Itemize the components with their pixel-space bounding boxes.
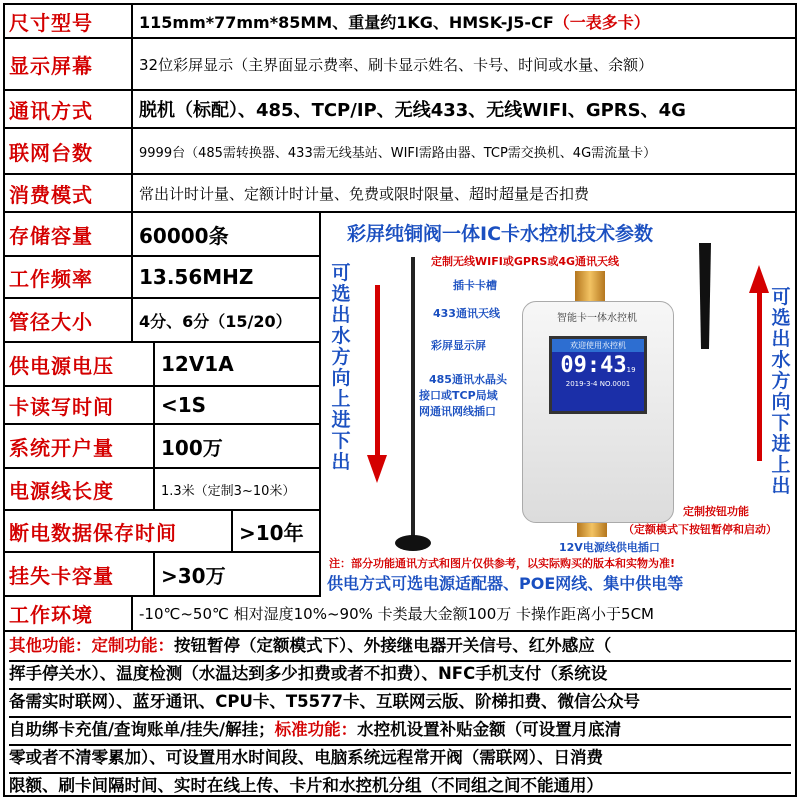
screen-header: 欢迎使用水控机 [552,339,644,352]
callout-antenna [431,253,619,269]
spec-label: 挂失卡容量 [5,553,155,595]
spec-sheet [3,3,797,797]
other-line: 挥手停关水）、温度检测（水温达到多少扣费或者不扣费）、NFC手机支付（系统设 [9,660,791,690]
custom-label: 定制功能： [91,636,174,655]
device-brand: 智能卡一体水控机 [557,313,637,324]
standard-label: 标准功能： [274,720,358,739]
callout-485-a: 485通讯水晶头 [429,373,507,386]
spec-row-voltage [5,343,321,387]
spec-row-read-time [5,387,321,425]
inlet-pipe [575,271,605,301]
spec-label: 系统开户量 [5,425,155,467]
callout-slot: 插卡卡槽 [453,279,497,292]
power-options: 供电方式可选电源适配器、POE网线、集中供电等 [327,574,684,593]
callout-485-b: 接口或TCP局域 [419,389,498,402]
spec-label: 尺寸型号 [5,5,133,37]
spec-row-lost-cards [5,553,321,597]
spec-row-size [5,5,795,39]
spec-value: 常出计时计量、定额计时计量、免费或限时限量、超时超量是否扣费 [139,184,590,203]
spec-value: 100万 [155,425,321,467]
other-line [9,632,791,662]
device-screen [549,336,647,414]
spec-label: 存储容量 [5,213,133,255]
callout-button-b: （定额模式下按钮暂停和启动） [623,523,777,536]
spec-row-mode [5,175,795,213]
screen-date: 2019-3-4 NO.0001 [565,380,631,388]
spec-value: <1S [155,387,321,423]
spec-value: 13.56MHZ [133,257,321,297]
screen-seconds: 19 [626,366,636,374]
spec-label: 供电源电压 [5,343,155,385]
left-flow-text: 可选出水方向上进下出 [331,262,351,473]
spec-row-cable [5,469,321,511]
spec-value: 1.3米（定制3~10米） [155,469,321,509]
callout-433: 433通讯天线 [433,307,500,320]
spec-value: 脱机（标配）、485、TCP/IP、无线433、无线WIFI、GPRS、4G [139,100,686,121]
note: 注：部分功能通讯方式和图片仅供参考，以实际购买的版本和实物为准! [329,557,676,570]
other-text: 水控机设置补贴金额（可设置月底清 [357,720,622,739]
spec-row-frequency [5,257,321,299]
illustration-title: 彩屏纯铜阀一体IC卡水控机技术参数 [347,223,654,245]
spec-value: >30万 [155,553,321,595]
product-illustration [327,215,797,595]
spec-value: 4分、6分（15/20） [133,299,321,341]
spec-label: 通讯方式 [5,91,133,127]
callout-button-a: 定制按钮功能 [683,505,749,518]
callout-485-c: 网通讯网线插口 [419,405,496,418]
spec-value: 12V1A [155,343,321,385]
other-line: 零或者不清零累加）、可设置用水时间段、电脑系统远程常开阀（需联网）、日消费 [9,744,791,774]
antenna-wifi-icon [685,239,725,359]
spec-row-comm [5,91,795,129]
spec-row-retention [5,511,321,553]
spec-value [133,5,795,37]
spec-label: 消费模式 [5,175,133,211]
spec-value: 9999台（485需转换器、433需无线基站、WIFI需路由器、TCP需交换机、4G需流量卡） [139,145,657,161]
screen-time: 09:43 [560,353,627,378]
spec-label: 工作环境 [5,597,133,630]
spec-label: 联网台数 [5,129,133,173]
other-label: 其他功能： [9,636,92,655]
other-functions [5,632,795,795]
spec-row-pipe [5,299,321,343]
spec-label: 断电数据保存时间 [5,511,233,551]
callout-power: 12V电源线供电插口 [559,541,660,554]
other-text: 按钮暂停（定额模式下）、外接继电器开关信号、红外感应（ [174,636,612,655]
spec-label: 管径大小 [5,299,133,341]
spec-value: >10年 [233,511,321,551]
spec-label: 工作频率 [5,257,133,297]
spec-label: 电源线长度 [5,469,155,509]
spec-label: 显示屏幕 [5,39,133,89]
other-line [9,716,791,746]
other-line: 备需实时联网）、蓝牙通讯、CPU卡、T5577卡、互联网云版、阶梯扣费、微信公众号 [9,688,791,718]
spec-value-highlight: （一表多卡） [553,12,650,32]
spec-label: 卡读写时间 [5,387,155,423]
spec-row-storage [5,213,321,257]
spec-row-network [5,129,795,175]
screen-time-row [552,352,644,380]
spec-value: -10℃~50℃ 相对湿度10%~90% 卡类最大金额100万 卡操作距离小于5CM [139,605,654,623]
up-arrow-icon [747,263,771,463]
callout-screen: 彩屏显示屏 [431,339,486,352]
callout-antenna-text: 定制无线WIFI或GPRS或4G通讯天线 [431,255,619,268]
spec-row-environment [5,597,795,632]
spec-row-accounts [5,425,321,469]
other-text: 自助绑卡充值/查询账单/挂失/解挂； [9,720,275,739]
right-flow-text: 可选出水方向下进上出 [771,286,791,497]
spec-value: 32位彩屏显示（主界面显示费率、刷卡显示姓名、卡号、时间或水量、余额） [139,55,654,74]
spec-value-text: 115mm*77mm*85MM、重量约1KG、HMSK-J5-CF [139,12,554,32]
spec-value: 60000条 [133,213,321,255]
spec-row-display [5,39,795,91]
down-arrow-icon [365,285,389,485]
other-line: 限额、刷卡间隔时间、实时在线上传、卡片和水控机分组（不同组之间不能通用） [9,776,603,795]
